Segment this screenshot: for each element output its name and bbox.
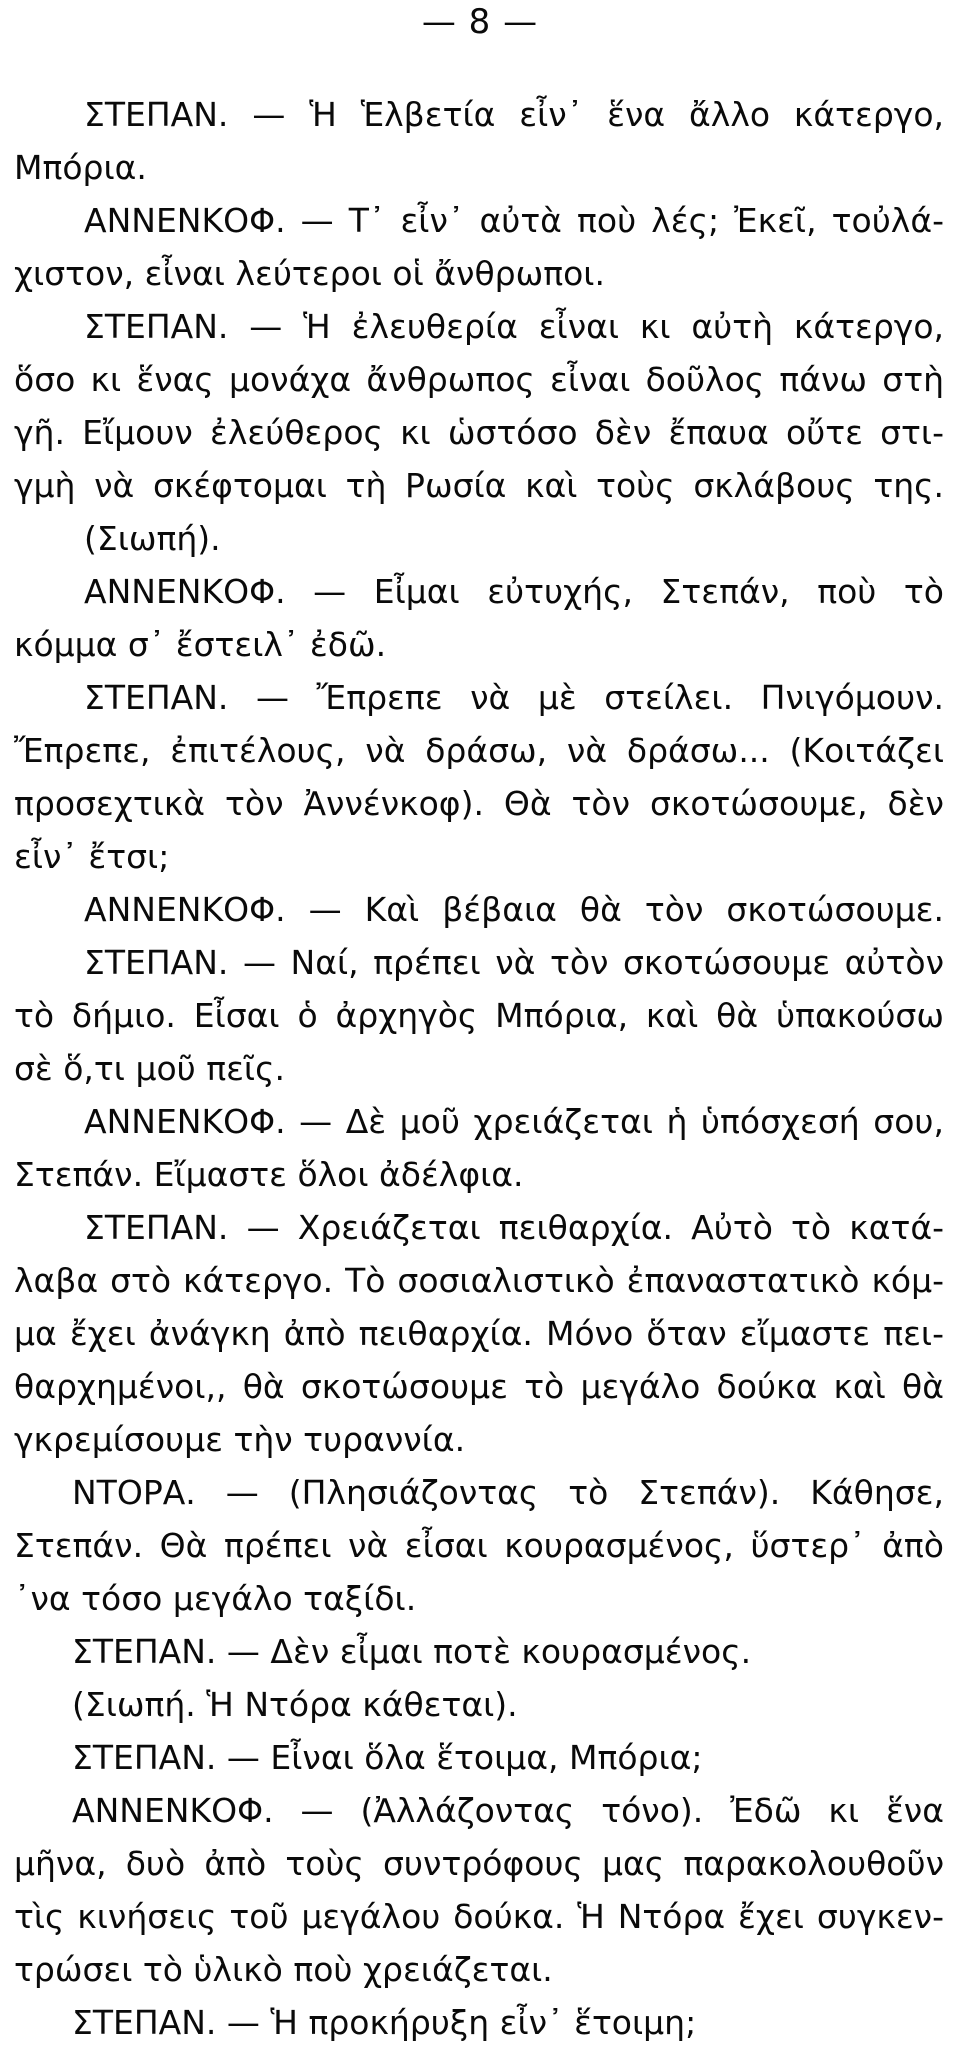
- text-line: τὶς κινήσεις τοῦ μεγάλου δούκα. Ἡ Ντόρα ἔχει συγκεν-: [14, 1897, 944, 1936]
- text-line: ΣΤΕΠΑΝ. — Ἔπρεπε νὰ μὲ στείλει. Πνιγόμουν.: [84, 678, 944, 717]
- text-line: Στεπάν. Θὰ πρέπει νὰ εἶσαι κουρασμένος, ὕστερ᾽ ἀπὸ: [14, 1526, 944, 1565]
- text-line: ᾽να τόσο μεγάλο ταξίδι.: [14, 1579, 417, 1618]
- text-line: γῆ. Εἴμουν ἐλεύθερος κι ὡστόσο δὲν ἔπαυα οὔτε στι-: [14, 413, 944, 452]
- text-line: γκρεμίσουμε τὴν τυραννία.: [14, 1420, 466, 1459]
- text-line: τὸ δήμιο. Εἶσαι ὁ ἀρχηγὸς Μπόρια, καὶ θὰ ὑπακούσω: [14, 996, 944, 1035]
- text-line: ΝΤΟΡΑ. — (Πλησιάζοντας τὸ Στεπάν). Κάθησε,: [72, 1473, 944, 1512]
- text-line: ΑΝΝΕΝΚΟΦ. — Τ᾽ εἶν᾽ αὐτὰ ποὺ λές; Ἐκεῖ, τοὐλά-: [84, 201, 944, 240]
- dialogue-text: [14, 88, 944, 2049]
- text-line: ΣΤΕΠΑΝ. — Ναί, πρέπει νὰ τὸν σκοτώσουμε αὐτὸν: [84, 943, 944, 982]
- text-line: εἶν᾽ ἔτσι;: [14, 837, 170, 876]
- text-line: προσεχτικὰ τὸν Ἀννένκοφ). Θὰ τὸν σκοτώσουμε, δὲν: [14, 784, 944, 823]
- text-line: ΣΤΕΠΑΝ. — Ἡ Ἑλβετία εἶν᾽ ἕνα ἄλλο κάτεργο,: [84, 95, 944, 134]
- text-line: ΑΝΝΕΝΚΟΦ. — Δὲ μοῦ χρειάζεται ἡ ὑπόσχεσή σου,: [84, 1102, 944, 1141]
- text-line: Στεπάν. Εἴμαστε ὅλοι ἀδέλφια.: [14, 1155, 524, 1194]
- text-line: μα ἔχει ἀνάγκη ἀπὸ πειθαρχία. Μόνο ὅταν εἴμαστε πει-: [14, 1314, 944, 1353]
- text-line: Ἔπρεπε, ἐπιτέλους, νὰ δράσω, νὰ δράσω... (Κοιτάζει: [14, 731, 944, 770]
- text-line: χιστον, εἶναι λεύτεροι οἱ ἄνθρωποι.: [14, 254, 605, 293]
- text-line: ΣΤΕΠΑΝ. — Ἡ ἐλευθερία εἶναι κι αὐτὴ κάτεργο,: [84, 307, 944, 346]
- text-line: θαρχημένοι,, θὰ σκοτώσουμε τὸ μεγάλο δούκα καὶ θὰ: [14, 1367, 944, 1406]
- text-line: ΑΝΝΕΝΚΟΦ. — (Ἀλλάζοντας τόνο). Ἐδῶ κι ἕνα: [72, 1791, 944, 1830]
- stage-direction-line: (Σιωπή. Ἡ Ντόρα κάθεται).: [72, 1685, 518, 1724]
- text-line: Μπόρια.: [14, 148, 147, 187]
- stage-direction-line: (Σιωπή).: [84, 519, 221, 558]
- text-line: ΑΝΝΕΝΚΟΦ. — Καὶ βέβαια θὰ τὸν σκοτώσουμε.: [84, 890, 944, 929]
- text-line: λαβα στὸ κάτεργο. Τὸ σοσιαλιστικὸ ἐπαναστατικὸ κόμ-: [14, 1261, 944, 1300]
- text-line: κόμμα σ᾽ ἔστειλ᾽ ἐδῶ.: [14, 625, 387, 664]
- text-line: γμὴ νὰ σκέφτομαι τὴ Ρωσία καὶ τοὺς σκλάβους της.: [14, 466, 944, 505]
- text-line: μῆνα, δυὸ ἀπὸ τοὺς συντρόφους μας παρακολουθοῦν: [14, 1844, 944, 1883]
- text-line: ὅσο κι ἕνας μονάχα ἄνθρωπος εἶναι δοῦλος πάνω στὴ: [14, 360, 944, 399]
- text-line: ΣΤΕΠΑΝ. — Ἡ προκήρυξη εἶν᾽ ἕτοιμη;: [72, 2003, 697, 2042]
- page-number: — 8 —: [421, 2, 539, 42]
- text-line: ΣΤΕΠΑΝ. — Δὲν εἶμαι ποτὲ κουρασμένος.: [72, 1632, 752, 1671]
- text-line: ΣΤΕΠΑΝ. — Χρειάζεται πειθαρχία. Αὐτὸ τὸ κατά-: [84, 1208, 944, 1247]
- text-line: σὲ ὅ,τι μοῦ πεῖς.: [14, 1049, 285, 1088]
- text-line: ΣΤΕΠΑΝ. — Εἶναι ὅλα ἕτοιμα, Μπόρια;: [72, 1738, 703, 1777]
- text-line: τρώσει τὸ ὑλικὸ ποὺ χρειάζεται.: [14, 1950, 553, 1989]
- text-line: ΑΝΝΕΝΚΟΦ. — Εἶμαι εὐτυχής, Στεπάν, ποὺ τὸ: [84, 572, 944, 611]
